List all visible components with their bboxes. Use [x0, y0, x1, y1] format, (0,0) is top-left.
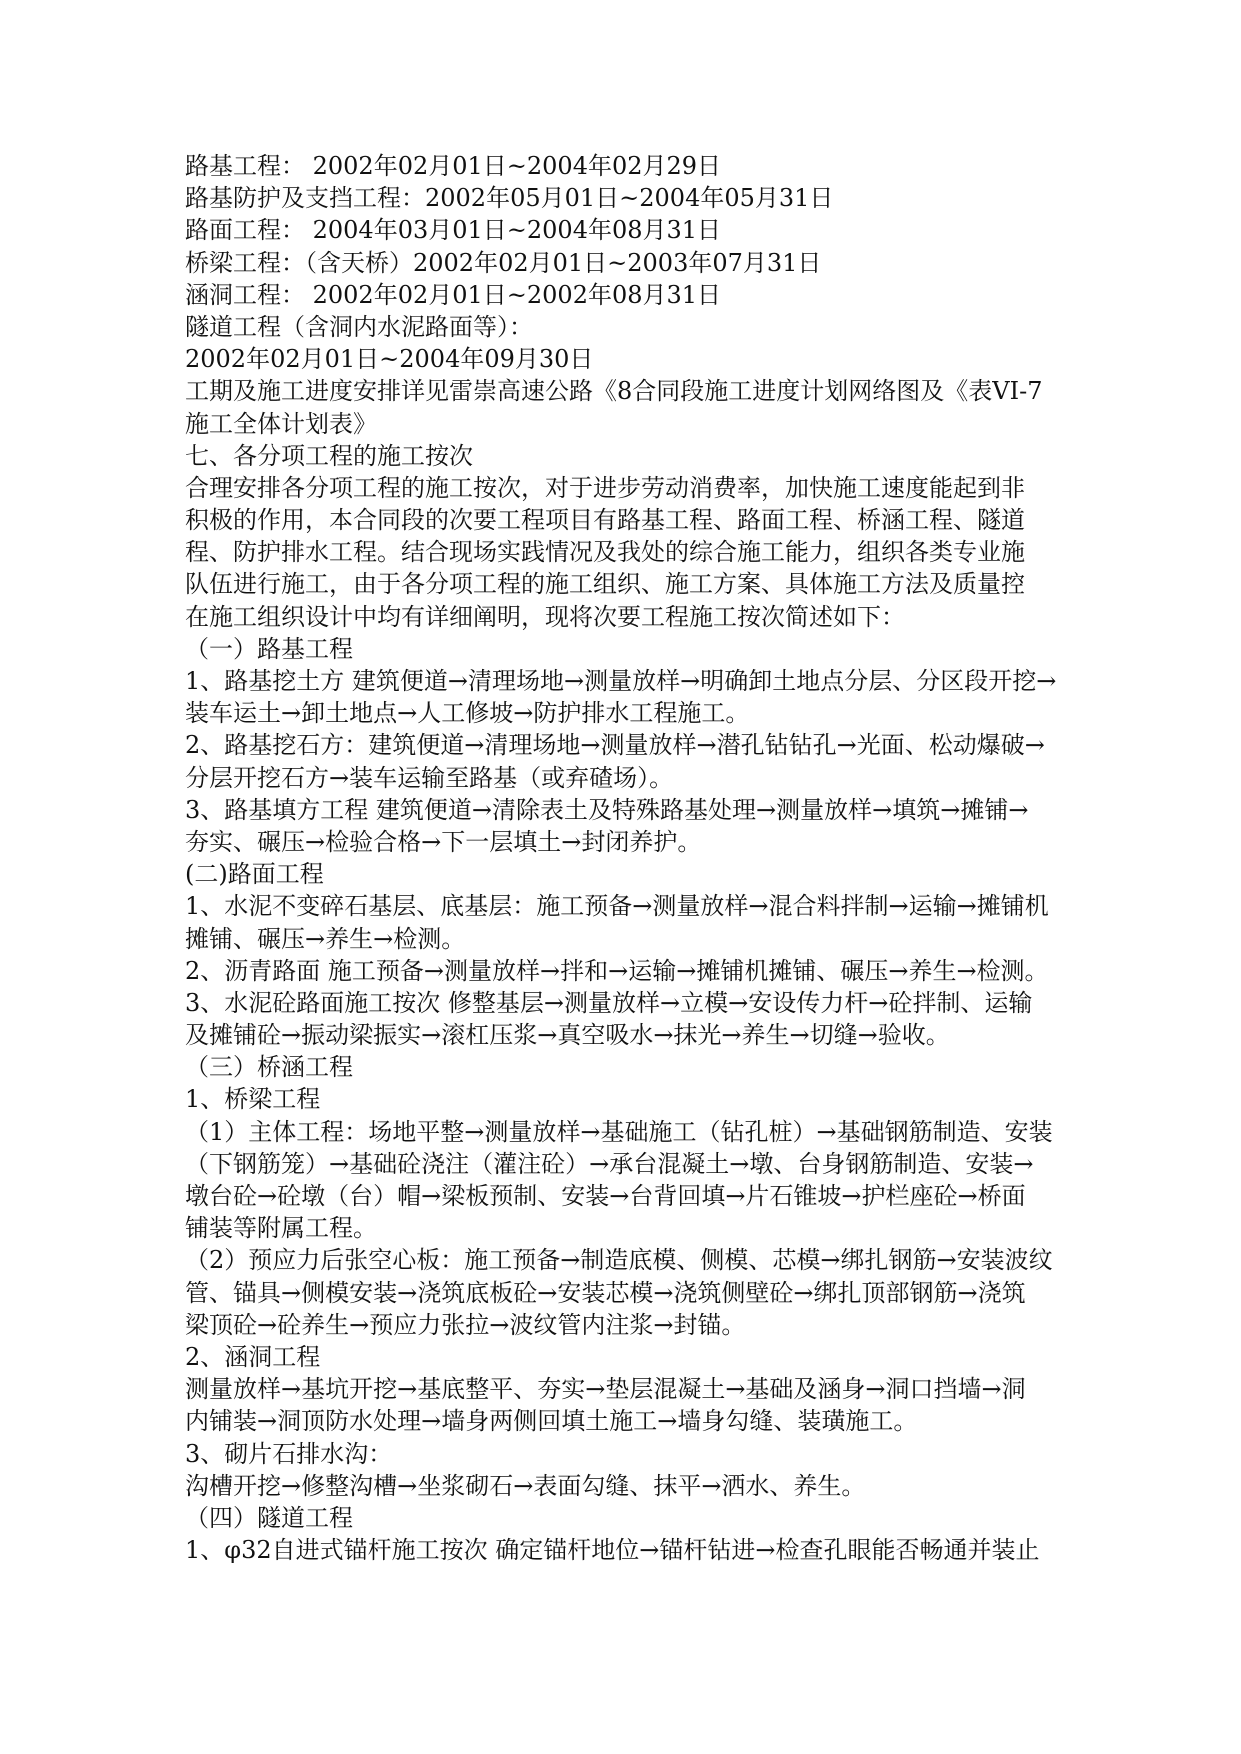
text-line: 内铺装→洞顶防水处理→墙身两侧回填土施工→墙身勾缝、装璜施工。 — [185, 1407, 918, 1436]
text-line: 摊铺、碾压→养生→检测。 — [185, 924, 466, 953]
text-line: 路基防护及支挡工程：2002年05月01日~2004年05月31日 — [185, 184, 834, 213]
text-line: 合理安排各分项工程的施工按次，对于进步劳动消费率，加快施工速度能起到非 — [185, 473, 1025, 502]
text-line: 梁顶砼→砼养生→预应力张拉→波纹管内注浆→封锚。 — [185, 1310, 746, 1339]
subsection-heading: （三）桥涵工程 — [185, 1053, 353, 1082]
text-line: 沟槽开挖→修整沟槽→坐浆砌石→表面勾缝、抹平→洒水、养生。 — [185, 1471, 866, 1500]
text-line: 夯实、碾压→检验合格→下一层填土→封闭养护。 — [185, 827, 702, 856]
text-line: 墩台砼→砼墩（台）帽→梁板预制、安装→台背回填→片石锥坡→护栏座砼→桥面 — [185, 1182, 1026, 1210]
text-line: 桥梁工程：（含天桥）2002年02月01日~2003年07月31日 — [185, 248, 822, 277]
text-line: 及摊铺砼→振动梁振实→滚杠压浆→真空吸水→抹光→养生→切缝→验收。 — [185, 1021, 950, 1050]
text-line: 路面工程： 2004年03月01日~2004年08月31日 — [185, 216, 722, 245]
subsection-heading: （四）隧道工程 — [185, 1503, 353, 1532]
text-line: （1）主体工程：场地平整→测量放样→基础施工（钻孔桩）→基础钢筋制造、安装 — [185, 1117, 1053, 1146]
text-line: 3、路基填方工程 建筑便道→清除表土及特殊路基处理→测量放样→填筑→摊铺→ — [185, 795, 1029, 824]
text-line: 在施工组织设计中均有详细阐明，现将次要工程施工按次简述如下： — [185, 602, 905, 631]
text-line: 积极的作用，本合同段的次要工程项目有路基工程、路面工程、桥涵工程、隧道 — [185, 506, 1025, 535]
text-line: 分层开挖石方→装车运输至路基（或弃碴场）。 — [185, 763, 674, 792]
text-line: 程、防护排水工程。结合现场实践情况及我处的综合施工能力，组织各类专业施 — [185, 538, 1025, 567]
text-line: （2）预应力后张空心板：施工预备→制造底模、侧模、芯模→绑扎钢筋→安装波纹 — [185, 1246, 1053, 1275]
section-heading: 七、各分项工程的施工按次 — [185, 441, 473, 470]
text-line: 1、桥梁工程 — [185, 1085, 321, 1114]
text-line: 1、φ32自进式锚杆施工按次 确定锚杆地位→锚杆钻进→检查孔眼能否畅通并装止 — [185, 1536, 1040, 1565]
text-line: 队伍进行施工，由于各分项工程的施工组织、施工方案、具体施工方法及质量控 — [185, 570, 1025, 599]
text-line: 路基工程： 2002年02月01日~2004年02月29日 — [185, 152, 722, 180]
text-line: 涵洞工程： 2002年02月01日~2002年08月31日 — [185, 280, 722, 309]
text-line: 铺装等附属工程。 — [185, 1214, 377, 1243]
document-body — [185, 150, 1065, 1566]
text-line: 施工全体计划表》 — [185, 409, 377, 438]
text-line: 2、沥青路面 施工预备→测量放样→拌和→运输→摊铺机摊铺、碾压→养生→检测。 — [185, 956, 1049, 985]
text-line: 2002年02月01日~2004年09月30日 — [185, 345, 594, 374]
text-line: 测量放样→基坑开挖→基底整平、夯实→垫层混凝土→基础及涵身→洞口挡墙→洞 — [185, 1375, 1026, 1404]
text-line: 3、砌片石排水沟： — [185, 1439, 393, 1468]
subsection-heading: （一）路基工程 — [185, 634, 353, 663]
text-line: 装车运土→卸土地点→人工修坡→防护排水工程施工。 — [185, 699, 750, 728]
text-line: 1、路基挖土方 建筑便道→清理场地→测量放样→明确卸土地点分层、分区段开挖→ — [185, 667, 1057, 695]
text-line: 2、涵洞工程 — [185, 1342, 321, 1371]
text-line: 3、水泥砼路面施工按次 修整基层→测量放样→立模→安设传力杆→砼拌制、运输 — [185, 988, 1033, 1017]
text-line: 管、锚具→侧模安装→浇筑底板砼→安装芯模→浇筑侧壁砼→绑扎顶部钢筋→浇筑 — [185, 1278, 1026, 1307]
text-line: 工期及施工进度安排详见雷崇高速公路《8合同段施工进度计划网络图及《表VI-7 — [185, 377, 1043, 406]
text-line: （下钢筋笼）→基础砼浇注（灌注砼）→承台混凝土→墩、台身钢筋制造、安装→ — [185, 1149, 1034, 1178]
text-line: 1、水泥不变碎石基层、底基层：施工预备→测量放样→混合料拌制→运输→摊铺机 — [185, 892, 1049, 921]
subsection-heading: (二)路面工程 — [185, 860, 324, 889]
text-line: 2、路基挖石方：建筑便道→清理场地→测量放样→潜孔钻钻孔→光面、松动爆破→ — [185, 731, 1045, 760]
text-line: 隧道工程（含洞内水泥路面等）： — [185, 312, 533, 341]
